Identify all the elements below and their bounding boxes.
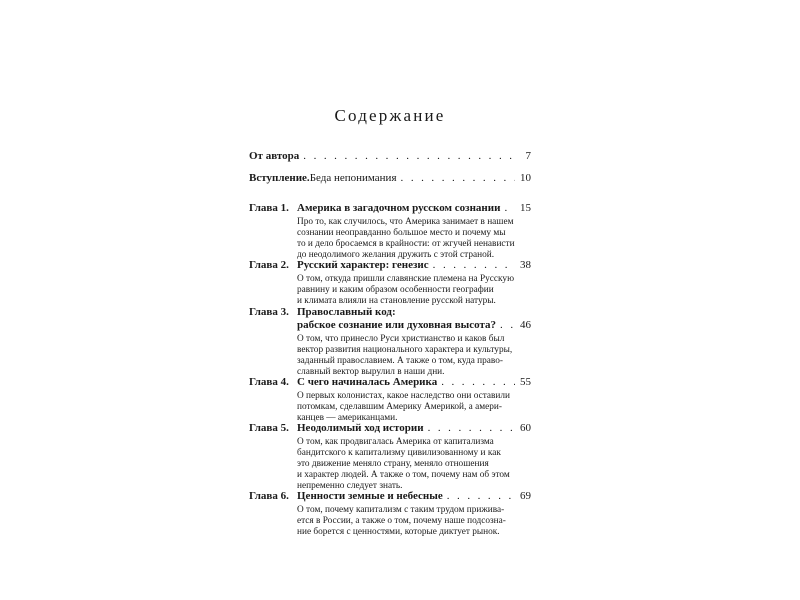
leader-dots	[401, 172, 515, 185]
description-line: О том, откуда пришли славянские племена на Русскую	[297, 274, 515, 284]
description-line: славный вектор вырулил в наши дни.	[297, 367, 445, 377]
description-line: равнину и каким образом особенности географии	[297, 285, 494, 295]
toc-entry-introduction	[249, 172, 532, 185]
toc-entry-heading: Неодолимый ход истории	[297, 422, 424, 434]
chapter-label: Глава 2.	[249, 259, 289, 271]
description-line: до неодолимого желания дружить с этой страной.	[297, 250, 495, 260]
description-line: Про то, как случилось, что Америка занимает в нашем	[297, 217, 514, 227]
toc-entry-chapter-3	[249, 306, 532, 378]
description-line: ние борется с ценностями, которые диктует рынок.	[297, 527, 500, 537]
leader-dots	[504, 202, 515, 215]
toc-entry-page: 38	[520, 259, 531, 271]
toc-entry-heading: рабское сознание или духовная высота?	[297, 319, 497, 331]
leader-dots	[500, 319, 515, 332]
chapter-label: Глава 1.	[249, 202, 289, 214]
description-line: и характер людей. А также о том, почему нам об этом	[297, 470, 510, 480]
toc-entry-subtitle: Беда непонимания	[309, 172, 397, 184]
leader-dots	[433, 259, 515, 272]
toc-entry-chapter-2	[249, 259, 532, 307]
toc-entry-page: 15	[520, 202, 531, 214]
description-line: то и дело бросаемся в крайности: от жгучей ненависти	[297, 239, 515, 249]
description-line: и климата влияли на становление русской натуры.	[297, 296, 496, 306]
description-line: непременно следует знать.	[297, 481, 403, 491]
toc-entry-page: 10	[520, 172, 531, 184]
leader-dots	[428, 422, 515, 435]
description-line: бандитского к капитализму цивилизованному и как	[297, 448, 501, 458]
toc-entry-description	[297, 391, 509, 424]
chapter-label: Глава 5.	[249, 422, 289, 434]
description-line: О том, как продвигалась Америка от капитализма	[297, 437, 494, 447]
description-line: О том, почему капитализм с таким трудом прижива-	[297, 505, 505, 515]
description-line: О первых колонистах, какое наследство они оставили	[297, 391, 510, 401]
toc-entry-chapter-6	[249, 490, 532, 538]
description-line: ется в России, а также о том, почему наше подсозна-	[297, 516, 506, 526]
description-line: заданный православием. А также о том, куда право-	[297, 356, 503, 366]
toc-entry-heading-line-1: Православный код:	[297, 306, 396, 318]
leader-dots	[447, 490, 515, 503]
description-line: вектор развития национального характера и культуры,	[297, 345, 513, 355]
chapter-label: Глава 3.	[249, 306, 289, 318]
description-line: О том, что принесло Руси христианство и каков был	[297, 334, 505, 344]
toc-entry-author-note	[249, 150, 532, 163]
toc-entry-heading: Русский характер: генезис	[297, 259, 429, 271]
toc-entry-description	[297, 437, 509, 492]
toc-entry-description	[297, 274, 515, 307]
leader-dots	[441, 376, 515, 389]
description-line: сознании неоправданно большое место и почему мы	[297, 228, 506, 238]
description-line: канцев — американцами.	[297, 413, 398, 423]
page-title: Содержание	[334, 106, 446, 125]
description-line: потомкам, сделавшим Америку Америкой, а амери-	[297, 402, 502, 412]
toc-entry-heading: С чего начиналась Америка	[297, 376, 438, 388]
toc-entry-description	[297, 505, 509, 538]
toc-entry-page: 7	[525, 150, 531, 162]
toc-entry-description	[297, 217, 515, 261]
toc-entry-page: 69	[520, 490, 531, 502]
toc-entry-chapter-1	[249, 202, 532, 261]
toc-entry-page: 46	[520, 319, 531, 331]
description-line: это движение меняло страну, меняло отношения	[297, 459, 489, 469]
chapter-label: Глава 4.	[249, 376, 289, 388]
toc-entry-heading: Ценности земные и небесные	[297, 490, 443, 502]
toc-entry-page: 55	[520, 376, 531, 388]
toc-entry-chapter-4	[249, 376, 532, 424]
toc-entry-page: 60	[520, 422, 531, 434]
toc-entry-chapter-5	[249, 422, 532, 492]
toc-entry-heading: От автора	[249, 150, 300, 162]
leader-dots	[303, 150, 515, 163]
chapter-label: Глава 6.	[249, 490, 289, 502]
toc-entry-description	[297, 334, 513, 378]
toc-entry-heading: Америка в загадочном русском сознании	[297, 202, 501, 214]
toc-entry-heading: Вступление.	[249, 172, 310, 184]
